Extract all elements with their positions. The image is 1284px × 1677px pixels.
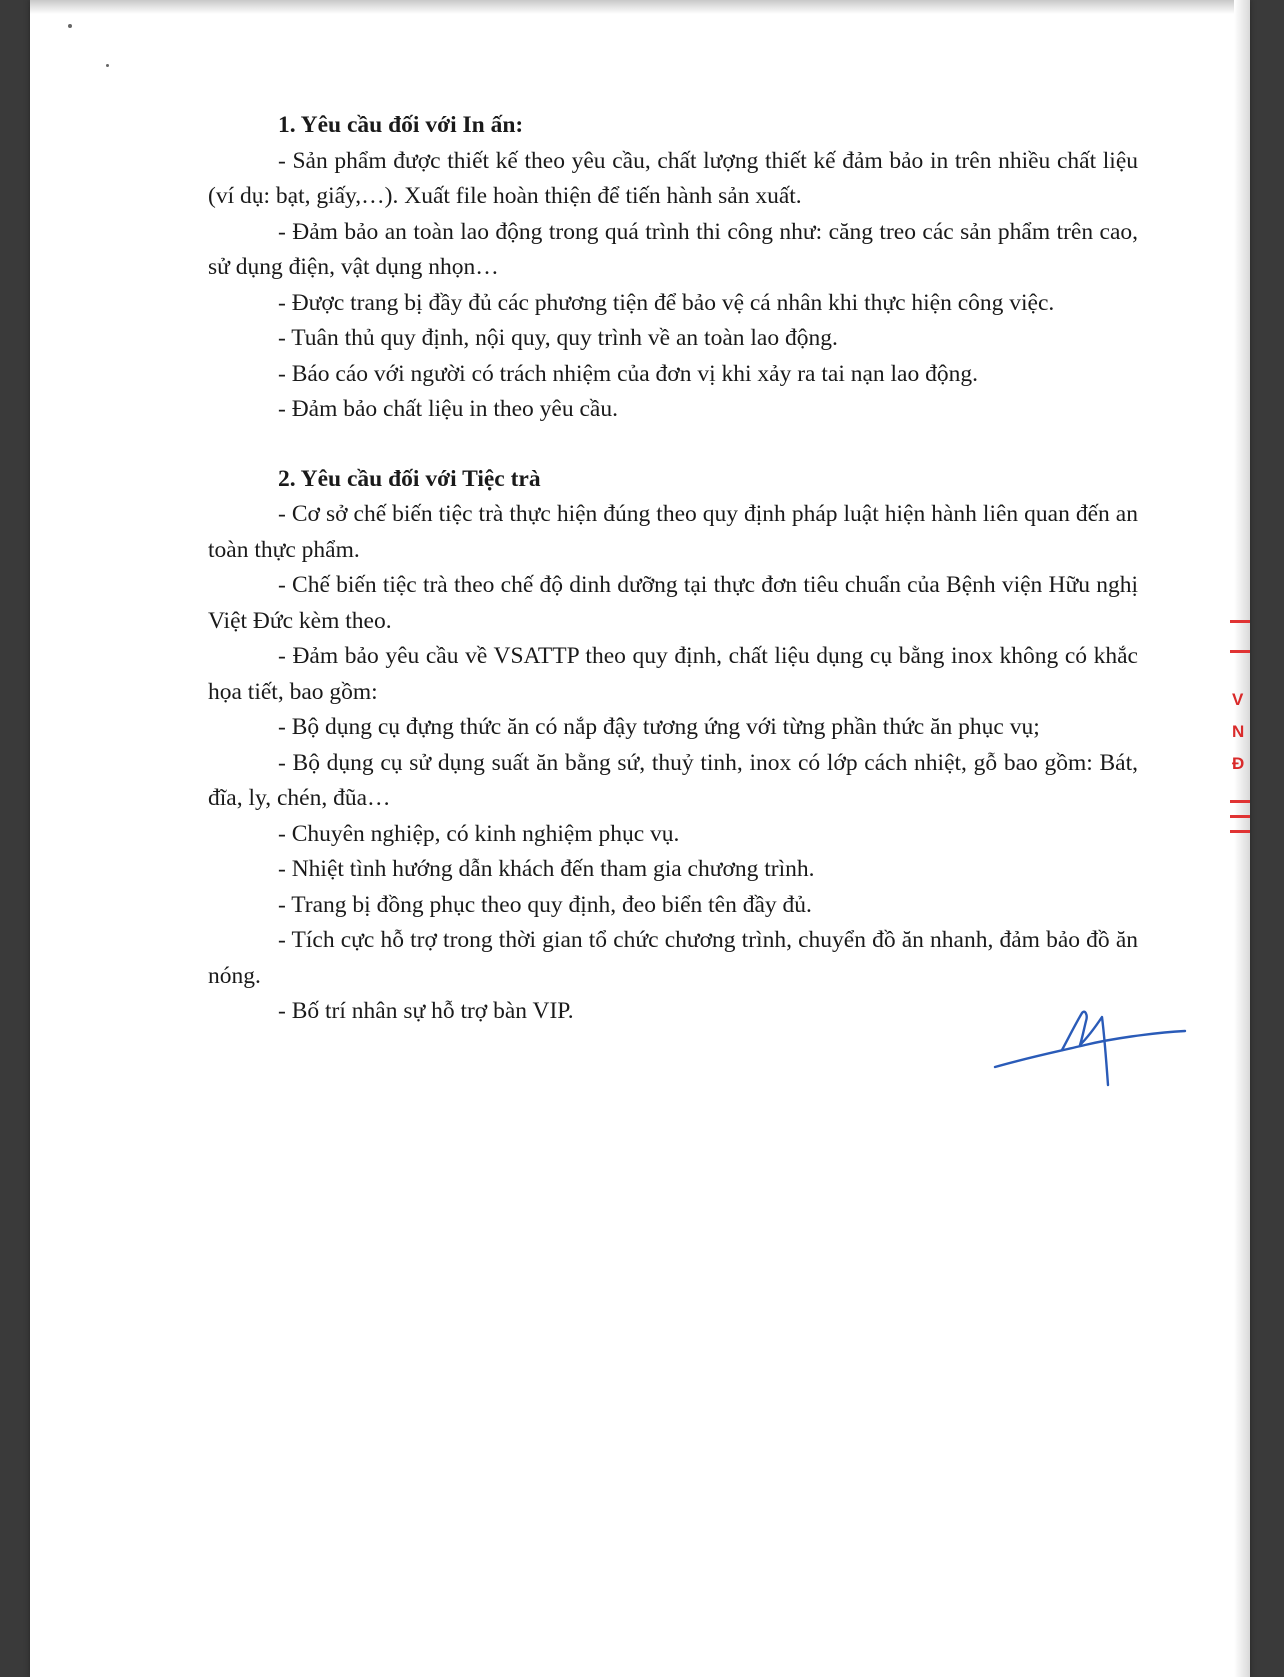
stamp-line bbox=[1230, 620, 1250, 623]
document-body bbox=[208, 108, 1138, 1030]
signature bbox=[990, 1005, 1190, 1095]
stamp-line bbox=[1230, 815, 1250, 818]
section-2-item: - Nhiệt tình hướng dẫn khách đến tham gia chương trình. bbox=[278, 856, 815, 882]
section-2-item: - Đảm bảo yêu cầu về VSATTP theo quy định, chất liệu dụng cụ bằng inox không có khắc họa tiết, bao gồm: bbox=[208, 643, 1138, 705]
section-2-item: - Bộ dụng cụ đựng thức ăn có nắp đậy tương ứng với từng phần thức ăn phục vụ; bbox=[278, 714, 1040, 740]
document-page bbox=[30, 0, 1250, 1677]
section-1-item: - Được trang bị đầy đủ các phương tiện để bảo vệ cá nhân khi thực hiện công việc. bbox=[278, 289, 1055, 316]
paper-speck bbox=[68, 24, 72, 28]
section-2-item: - Bố trí nhân sự hỗ trợ bàn VIP. bbox=[278, 998, 574, 1024]
stamp-line bbox=[1230, 800, 1250, 803]
stamp-line bbox=[1230, 830, 1250, 833]
section-2-item: - Cơ sở chế biến tiệc trà thực hiện đúng theo quy định pháp luật hiện hành liên quan đến an toàn thực phẩm. bbox=[208, 501, 1138, 563]
section-2-item: - Chuyên nghiệp, có kinh nghiệm phục vụ. bbox=[278, 820, 680, 847]
stamp-letter: V bbox=[1232, 690, 1244, 709]
section-2-item: - Tích cực hỗ trợ trong thời gian tổ chức chương trình, chuyển đồ ăn nhanh, đảm bảo đồ ăn nóng. bbox=[208, 927, 1138, 989]
section-2-item: - Chế biến tiệc trà theo chế độ dinh dưỡng tại thực đơn tiêu chuẩn của Bệnh viện Hữu nghị Việt Đức kèm theo. bbox=[208, 572, 1138, 634]
stamp-letter: N bbox=[1232, 722, 1245, 741]
section-1-item: - Tuân thủ quy định, nội quy, quy trình về an toàn lao động. bbox=[278, 325, 838, 351]
section-1-item: - Báo cáo với người có trách nhiệm của đơn vị khi xảy ra tai nạn lao động. bbox=[278, 360, 978, 387]
red-stamp-fragment bbox=[1230, 620, 1250, 840]
page-top-shadow bbox=[30, 0, 1250, 14]
section-1-item: - Sản phẩm được thiết kế theo yêu cầu, chất lượng thiết kế đảm bảo in trên nhiều chất liệu (ví dụ: bạt, giấy,…). Xuất file hoàn thiện để tiến hành sản xuất. bbox=[208, 147, 1138, 209]
section-2-heading: 2. Yêu cầu đối với Tiệc trà bbox=[278, 465, 541, 492]
stamp-line bbox=[1230, 650, 1250, 653]
section-2-item: - Trang bị đồng phục theo quy định, đeo biển tên đầy đủ. bbox=[278, 891, 812, 918]
section-2-item: - Bộ dụng cụ sử dụng suất ăn bằng sứ, thuỷ tinh, inox có lớp cách nhiệt, gỗ bao gồm: Bát, đĩa, ly, chén, đũa… bbox=[208, 749, 1138, 811]
section-1-item: - Đảm bảo an toàn lao động trong quá trình thi công như: căng treo các sản phẩm trên cao, sử dụng điện, vật dụng nhọn… bbox=[208, 218, 1138, 280]
stamp-letter: Đ bbox=[1232, 754, 1245, 773]
section-1-heading: 1. Yêu cầu đối với In ấn: bbox=[278, 112, 524, 138]
section-1-item: - Đảm bảo chất liệu in theo yêu cầu. bbox=[278, 396, 618, 422]
paper-speck bbox=[106, 64, 109, 67]
section-spacer bbox=[208, 428, 1138, 462]
